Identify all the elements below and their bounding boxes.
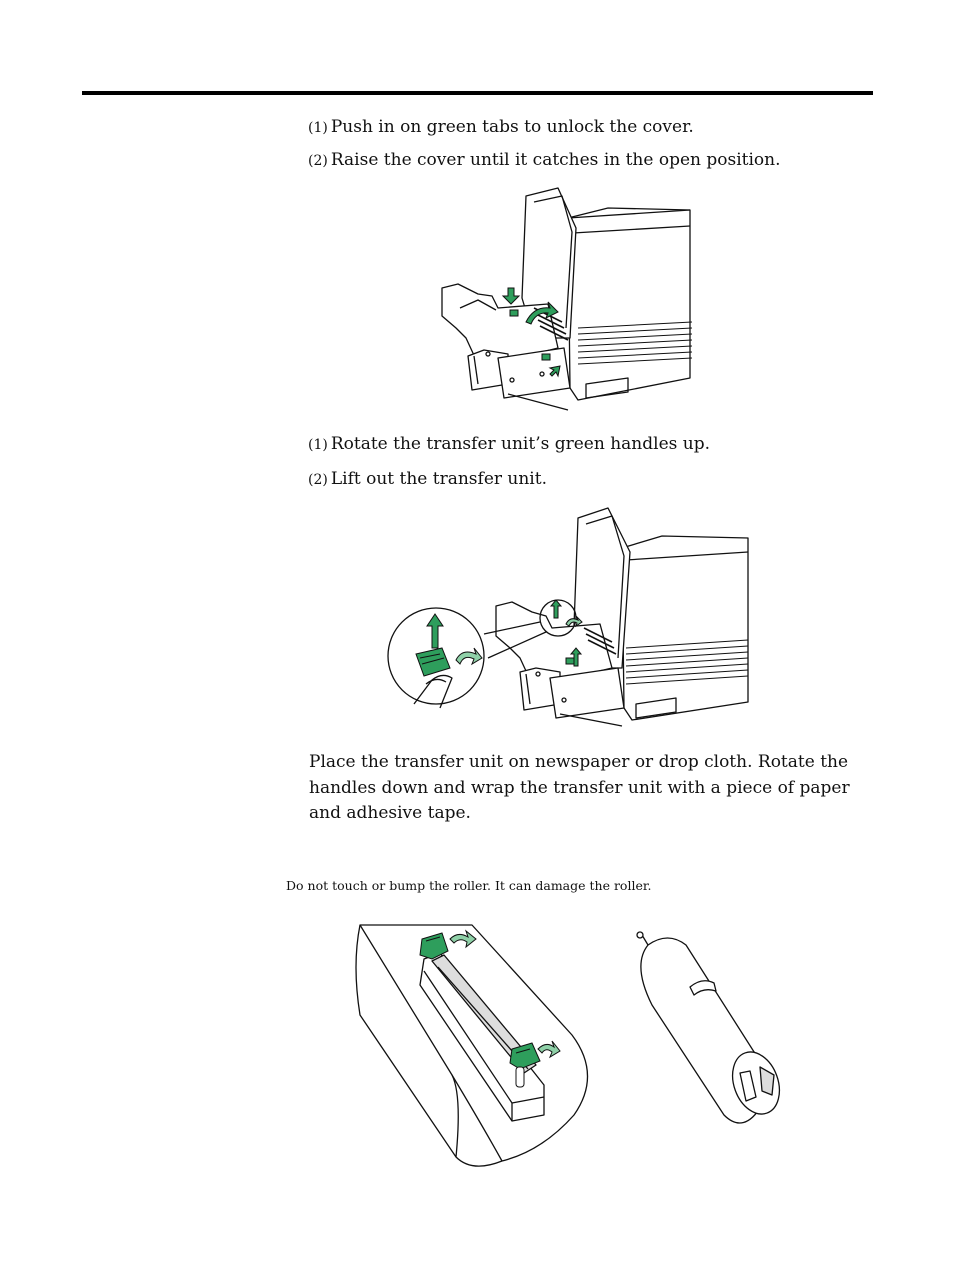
transfer-unit-removal-illustration <box>386 508 752 726</box>
step-a1 <box>308 117 694 138</box>
step-b1 <box>308 434 710 455</box>
step-number: (2) <box>308 472 328 488</box>
step-text: Push in on green tabs to unlock the cover. <box>330 117 694 137</box>
header-rule <box>82 91 873 95</box>
wrap-instructions-paragraph: Place the transfer unit on newspaper or drop cloth. Rotate the handles down and wrap the transfer unit with a piece of paper and adhesive tape. <box>309 752 850 823</box>
step-number: (2) <box>308 153 328 169</box>
step-b2 <box>308 469 547 490</box>
printer-cover-open-illustration <box>438 188 698 410</box>
step-text: Rotate the transfer unit’s green handles up. <box>330 434 710 454</box>
step-a2 <box>308 150 781 171</box>
step-text: Lift out the transfer unit. <box>330 469 547 489</box>
step-number: (1) <box>308 120 328 136</box>
step-number: (1) <box>308 437 328 453</box>
transfer-unit-wrapping-illustration <box>352 925 784 1171</box>
caution-note: Do not touch or bump the roller. It can damage the roller. <box>286 878 652 893</box>
step-text: Raise the cover until it catches in the open position. <box>330 150 781 170</box>
